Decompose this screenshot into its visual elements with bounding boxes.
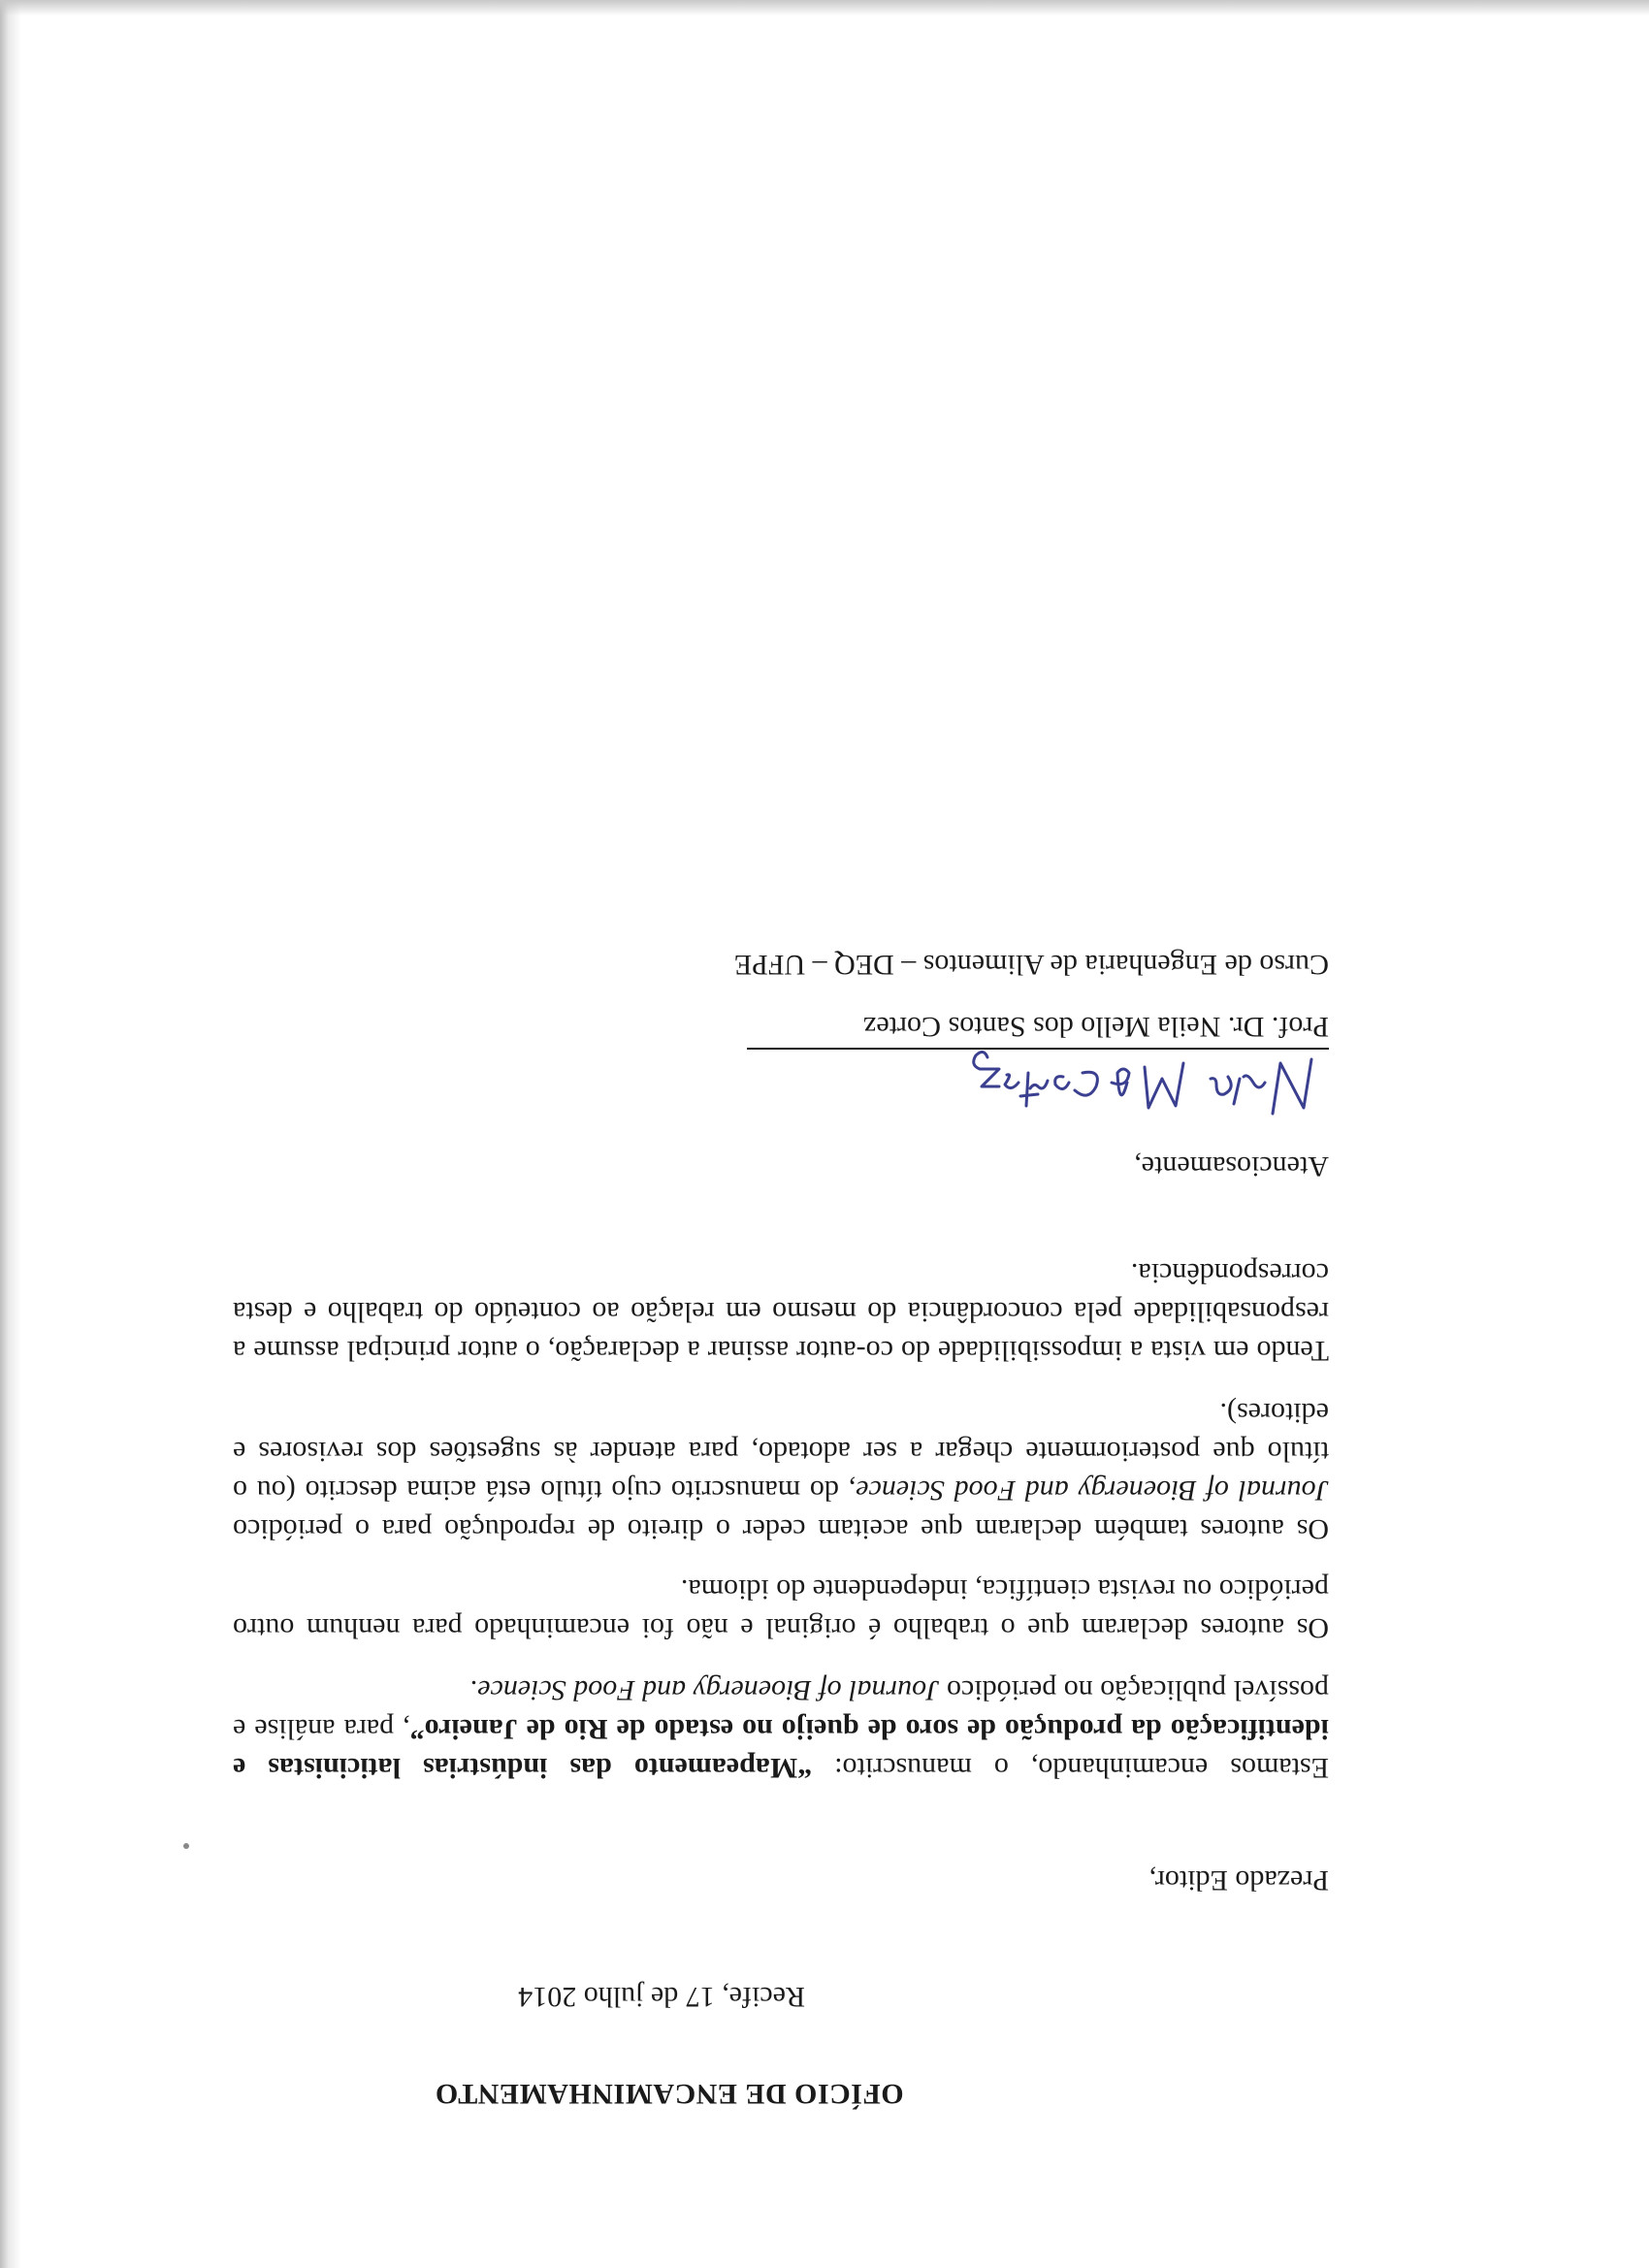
signature-block [747,1007,1329,1127]
paragraph-originality: Os autores declaram que o trabalho é original e não foi encaminhado para nenhum outro periódico ou revista científica, independente do idioma. [233,1573,1329,1644]
journal-name: Journal of Bioenergy and Food Science [856,1474,1329,1507]
paragraph-manuscript [233,1670,1329,1787]
paragraph-text: , do manuscrito cujo título está acima descrito (ou o título que posteriormente chegar a ser adotado, para atender às sugestões dos revisores e editores). [233,1397,1329,1507]
paragraph-text: Os autores também declaram que aceitam ceder o direito de reprodução para o periódico [233,1513,1329,1545]
signature-line [747,1048,1329,1050]
paragraph-text: Estamos encaminhando, o manuscrito: [812,1752,1329,1784]
closing: Atenciosamente, [1134,1150,1329,1183]
journal-name: Journal of Bioenergy and Food Science [477,1674,940,1706]
salutation: Prezado Editor, [1148,1864,1329,1896]
paragraph-text: , para análise e possível publicação no periódico [233,1674,1329,1745]
scanner-edge-shadow [0,0,21,2268]
date-line: Recife, 17 de julho 2014 [518,1981,805,2013]
manuscript-title: “Mapeamento das indústrias laticinistas e identificação da produção de soro de queijo no estado de Rio de Janeiro” [233,1713,1329,1784]
scanner-edge-shadow [0,0,1649,16]
paragraph-text: . [469,1674,478,1706]
signer-department: Curso de Engenharia de Alimentos – DEQ – UFPE [733,949,1329,981]
scan-speck [183,1843,189,1849]
handwritten-signature [902,1044,1329,1127]
paragraph-rights [233,1393,1329,1548]
letter-body [233,945,1329,2113]
document-title: OFÍCIO DE ENCAMINHAMENTO [435,2078,904,2110]
paragraph-coauthor: Tendo em vista a impossibilidade do co-autor assinar a declaração, o autor principal assume a responsabilidade pela concordância do mesmo em relação ao conteúdo do trabalho e desta correspondência. [233,1257,1329,1367]
signer-name: Prof. Dr. Neila Mello dos Santos Cortez [863,1011,1329,1043]
